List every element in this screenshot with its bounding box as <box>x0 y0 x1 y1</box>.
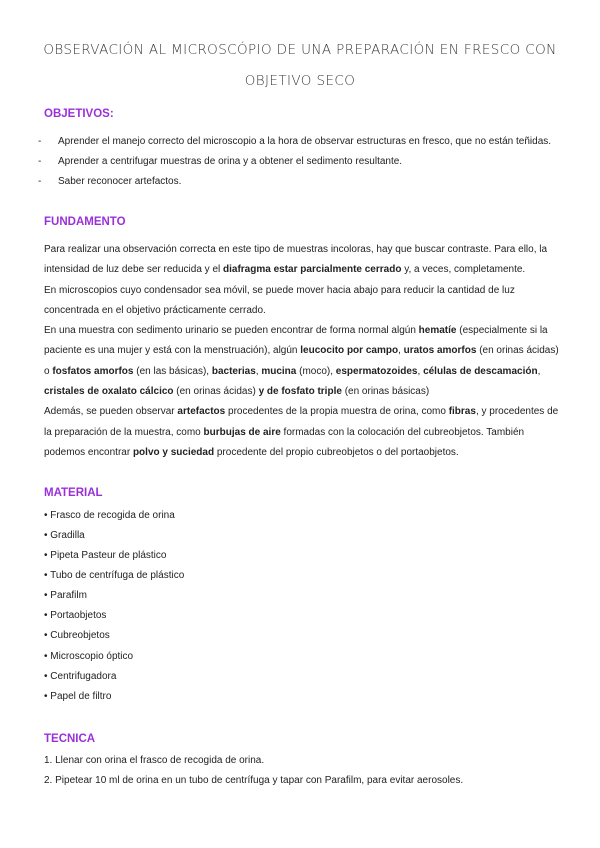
material-item: • Tubo de centrífuga de plástico <box>44 570 185 581</box>
objetivos-heading: OBJETIVOS: <box>44 108 114 120</box>
document-title-line-1: OBSERVACIÓN AL MICROSCÓPIO DE UNA PREPARACIÓN EN FRESCO CON <box>43 42 557 58</box>
fundamento-heading: FUNDAMENTO <box>44 216 126 228</box>
material-item: • Papel de filtro <box>44 691 112 702</box>
material-item: • Pipeta Pasteur de plástico <box>44 550 167 561</box>
tecnica-step: 2. Pipetear 10 ml de orina en un tubo de centrífuga y tapar con Parafilm, para evitar aerosoles. <box>44 775 464 786</box>
objetivo-item: Saber reconocer artefactos. <box>58 176 182 187</box>
material-item: • Parafilm <box>44 590 87 601</box>
highlight: diafragma estar parcialmente cerrado <box>223 264 402 276</box>
list-dash: - <box>38 136 42 147</box>
objetivo-item: Aprender el manejo correcto del microscopio a la hora de observar estructuras en fresco, que no están teñidas. <box>58 136 552 147</box>
tecnica-step: 1. Llenar con orina el frasco de recogida de orina. <box>44 755 265 766</box>
fundamento-body: Para realizar una observación correcta en este tipo de muestras incoloras, hay que buscar contraste. Para ello, la intensidad de luz debe ser reducida y el diafragma estar parcialmente cerrado y, a veces, completamente. En microscopios cuyo condensador sea móvil, se puede mover hacia abajo para reducir la cantidad de luz concentrada en el objetivo prácticamente cerrado. En una muestra con sedimento urinario se pueden encontrar de forma normal algún hematíe (especialmente si la paciente es una mujer y está con la menstruación), algún leucocito por campo, uratos amorfos (en orinas ácidas) o fosfatos amorfos (en las básicas), bacterias, mucina (moco), espermatozoides, células de descamación, cristales de oxalato cálcico (en orinas ácidas) y de fosfato triple (en orinas básicas) Además, se pueden observar artefactos procedentes de la propia muestra de orina, como fibras, y procedentes de la preparación de la muestra, como burbujas de aire formadas con la colocación del cubreobjetos. También podemos encontrar polvo y suciedad procedente del propio cubreobjetos o del portaobjetos. <box>44 244 559 458</box>
document-title-line-2: OBJETIVO SECO <box>244 73 356 89</box>
material-item: • Gradilla <box>44 530 85 541</box>
material-item: • Centrifugadora <box>44 671 117 682</box>
material-item: • Microscopio óptico <box>44 651 134 662</box>
material-item: • Cubreobjetos <box>44 630 110 641</box>
list-dash: - <box>38 176 42 187</box>
material-heading: MATERIAL <box>44 487 103 499</box>
tecnica-heading: TECNICA <box>44 733 96 745</box>
objetivo-item: Aprender a centrifugar muestras de orina y a obtener el sedimento resultante. <box>58 156 403 167</box>
material-item: • Portaobjetos <box>44 610 107 621</box>
material-item: • Frasco de recogida de orina <box>44 510 175 521</box>
list-dash: - <box>38 156 42 167</box>
